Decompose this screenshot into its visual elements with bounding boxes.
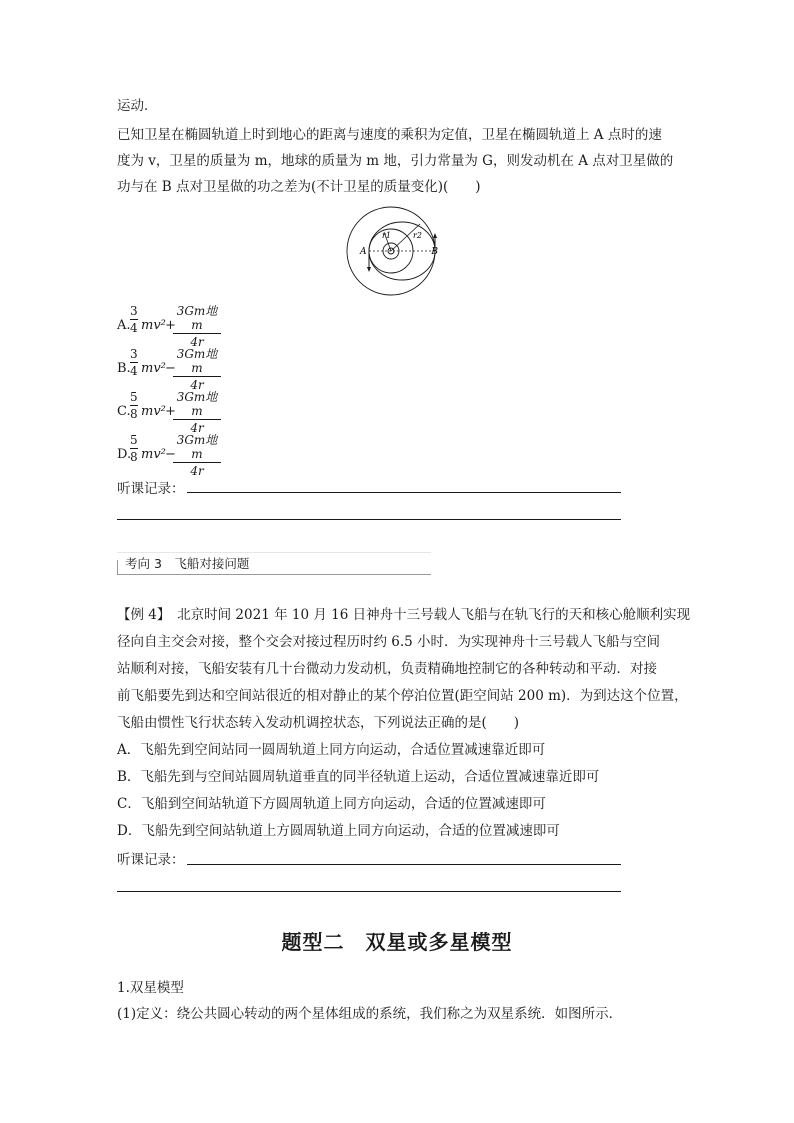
example-option-c[interactable]: C．飞船到空间站轨道下方圆周轨道上同方向运动，合适的位置减速即可 [117, 796, 546, 812]
example-option-a[interactable]: A．飞船先到空间站同一圆周轨道上同方向运动，合适位置减速靠近即可 [117, 742, 546, 758]
notes-line[interactable] [187, 864, 621, 865]
section-heading: 题型二 双星或多星模型 [281, 930, 513, 954]
example-line: 径向自主交会对接，整个交会对接过程历时约 6.5 小时．为实现神舟十三号载人飞船与空间 [117, 634, 661, 650]
text-line: 功与在 B 点对卫星做的功之差为(不计卫星的质量变化)( ) [117, 179, 481, 195]
section-tab: 考向 3 飞船对接问题 [125, 556, 250, 571]
grav-fraction: 3Gm地m 4r [173, 304, 221, 349]
option-a[interactable]: A. 3 4 mv² + 3Gm地m 4r [117, 304, 257, 348]
grav-fraction: 3Gm地m 4r [173, 433, 221, 478]
example-line: 前飞船要先到达和空间站很近的相对静止的某个停泊位置(距空间站 200 m)．为到达这个位置， [117, 688, 688, 704]
notes-line[interactable] [187, 492, 621, 493]
text-line: 运动． [117, 98, 158, 114]
point-b-label: B [431, 247, 438, 257]
example-option-b[interactable]: B．飞船先到与空间站圆周轨道垂直的同半径轨道上运动，合适位置减速靠近即可 [117, 769, 600, 785]
example-line: 飞船由惯性飞行状态转入发动机调控状态，下列说法正确的是( ) [117, 715, 520, 731]
grav-fraction: 3Gm地m 4r [173, 347, 221, 392]
text-line: 度为 v，卫星的质量为 m，地球的质量为 m 地，引力常量为 G，则发动机在 A 点对卫星做的 [117, 153, 674, 169]
notes-label: 听课记录： [117, 481, 185, 497]
definition-line: (1)定义：绕公共圆心转动的两个星体组成的系统，我们称之为双星系统．如图所示． [117, 1006, 623, 1022]
coef-fraction: 3 4 [130, 304, 138, 335]
option-b[interactable]: B. 3 4 mv² − 3Gm地m 4r [117, 347, 257, 391]
r1-label: r1 [382, 231, 391, 240]
subsection-title: 1.双星模型 [117, 980, 184, 996]
grav-fraction: 3Gm地m 4r [173, 390, 221, 435]
coef-fraction: 5 8 [130, 390, 138, 421]
example-option-d[interactable]: D．飞船先到空间站轨道上方圆周轨道上同方向运动，合适的位置减速即可 [117, 823, 560, 839]
orbit-diagram [344, 205, 438, 297]
example-line: 【例 4】 北京时间 2021 年 10 月 16 日神舟十三号载人飞船与在轨飞行的天和核心舱顺利实现 [117, 607, 691, 623]
notes-label: 听课记录： [117, 852, 185, 868]
point-a-label: A [360, 247, 367, 257]
coef-fraction: 5 8 [130, 433, 138, 464]
text-line: 已知卫星在椭圆轨道上时到地心的距离与速度的乘积为定值，卫星在椭圆轨道上 A 点时的速 [117, 127, 662, 143]
notes-line[interactable] [117, 519, 621, 520]
option-c[interactable]: C. 5 8 mv² + 3Gm地m 4r [117, 390, 257, 434]
example-line: 站顺利对接，飞船安装有几十台微动力发动机，负责精确地控制它的各种转动和平动．对接 [117, 661, 657, 677]
coef-fraction: 3 4 [130, 347, 138, 378]
r2-label: r2 [413, 231, 422, 240]
notes-line[interactable] [117, 891, 621, 892]
option-d[interactable]: D. 5 8 mv² − 3Gm地m 4r [117, 433, 257, 477]
